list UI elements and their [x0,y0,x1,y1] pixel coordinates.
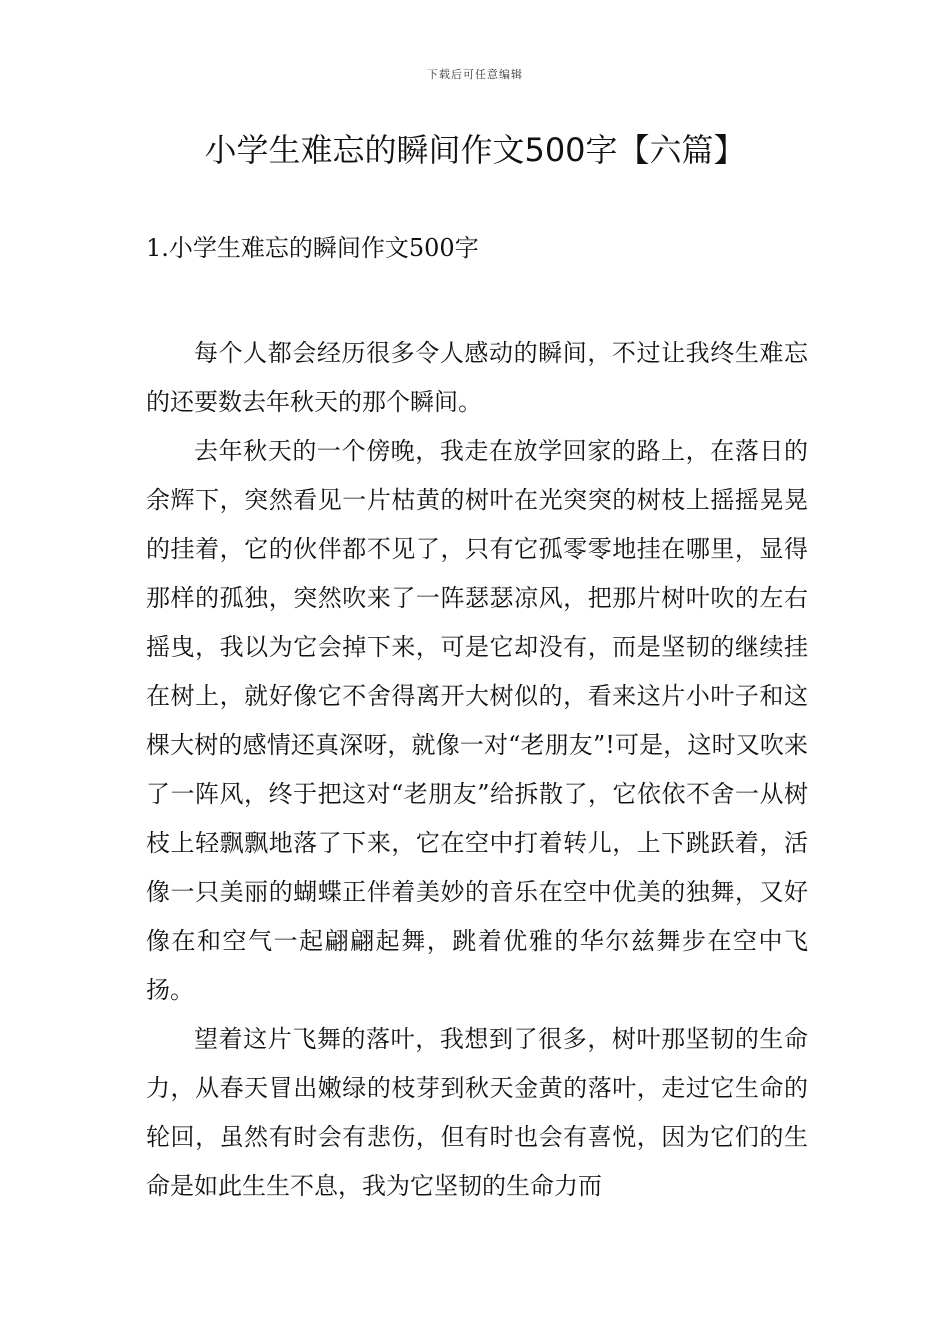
paragraph-2: 去年秋天的一个傍晚，我走在放学回家的路上，在落日的余辉下，突然看见一片枯黄的树叶在光突突的树枝上摇摇晃晃的挂着，它的伙伴都不见了，只有它孤零零地挂在哪里，显得那样的孤独，突然吹来了一阵瑟瑟凉风，把那片树叶吹的左右摇曳，我以为它会掉下来，可是它却没有，而是坚韧的继续挂在树上，就好像它不舍得离开大树似的，看来这片小叶子和这棵大树的感情还真深呀，就像一对“老朋友”!可是，这时又吹来了一阵风，终于把这对“老朋友”给拆散了，它依依不舍一从树枝上轻飘飘地落了下来，它在空中打着转儿，上下跳跃着，活像一只美丽的蝴蝶正伴着美妙的音乐在空中优美的独舞，又好像在和空气一起翩翩起舞，跳着优雅的华尔兹舞步在空中飞扬。 [146,437,808,1004]
header-note: 下载后可任意编辑 [427,68,523,81]
paragraph-3: 望着这片飞舞的落叶，我想到了很多，树叶那坚韧的生命力，从春天冒出嫩绿的枝芽到秋天金黄的落叶，走过它生命的轮回，虽然有时会有悲伤，但有时也会有喜悦，因为它们的生命是如此生生不息，我为它坚韧的生命力而 [146,1025,808,1200]
article-body [146,329,808,1211]
section-heading: 1.小学生难忘的瞬间作文500字 [146,234,479,262]
document-title: 小学生难忘的瞬间作文500字【六篇】 [204,131,746,169]
paragraph-1: 每个人都会经历很多令人感动的瞬间，不过让我终生难忘的还要数去年秋天的那个瞬间。 [146,339,808,416]
